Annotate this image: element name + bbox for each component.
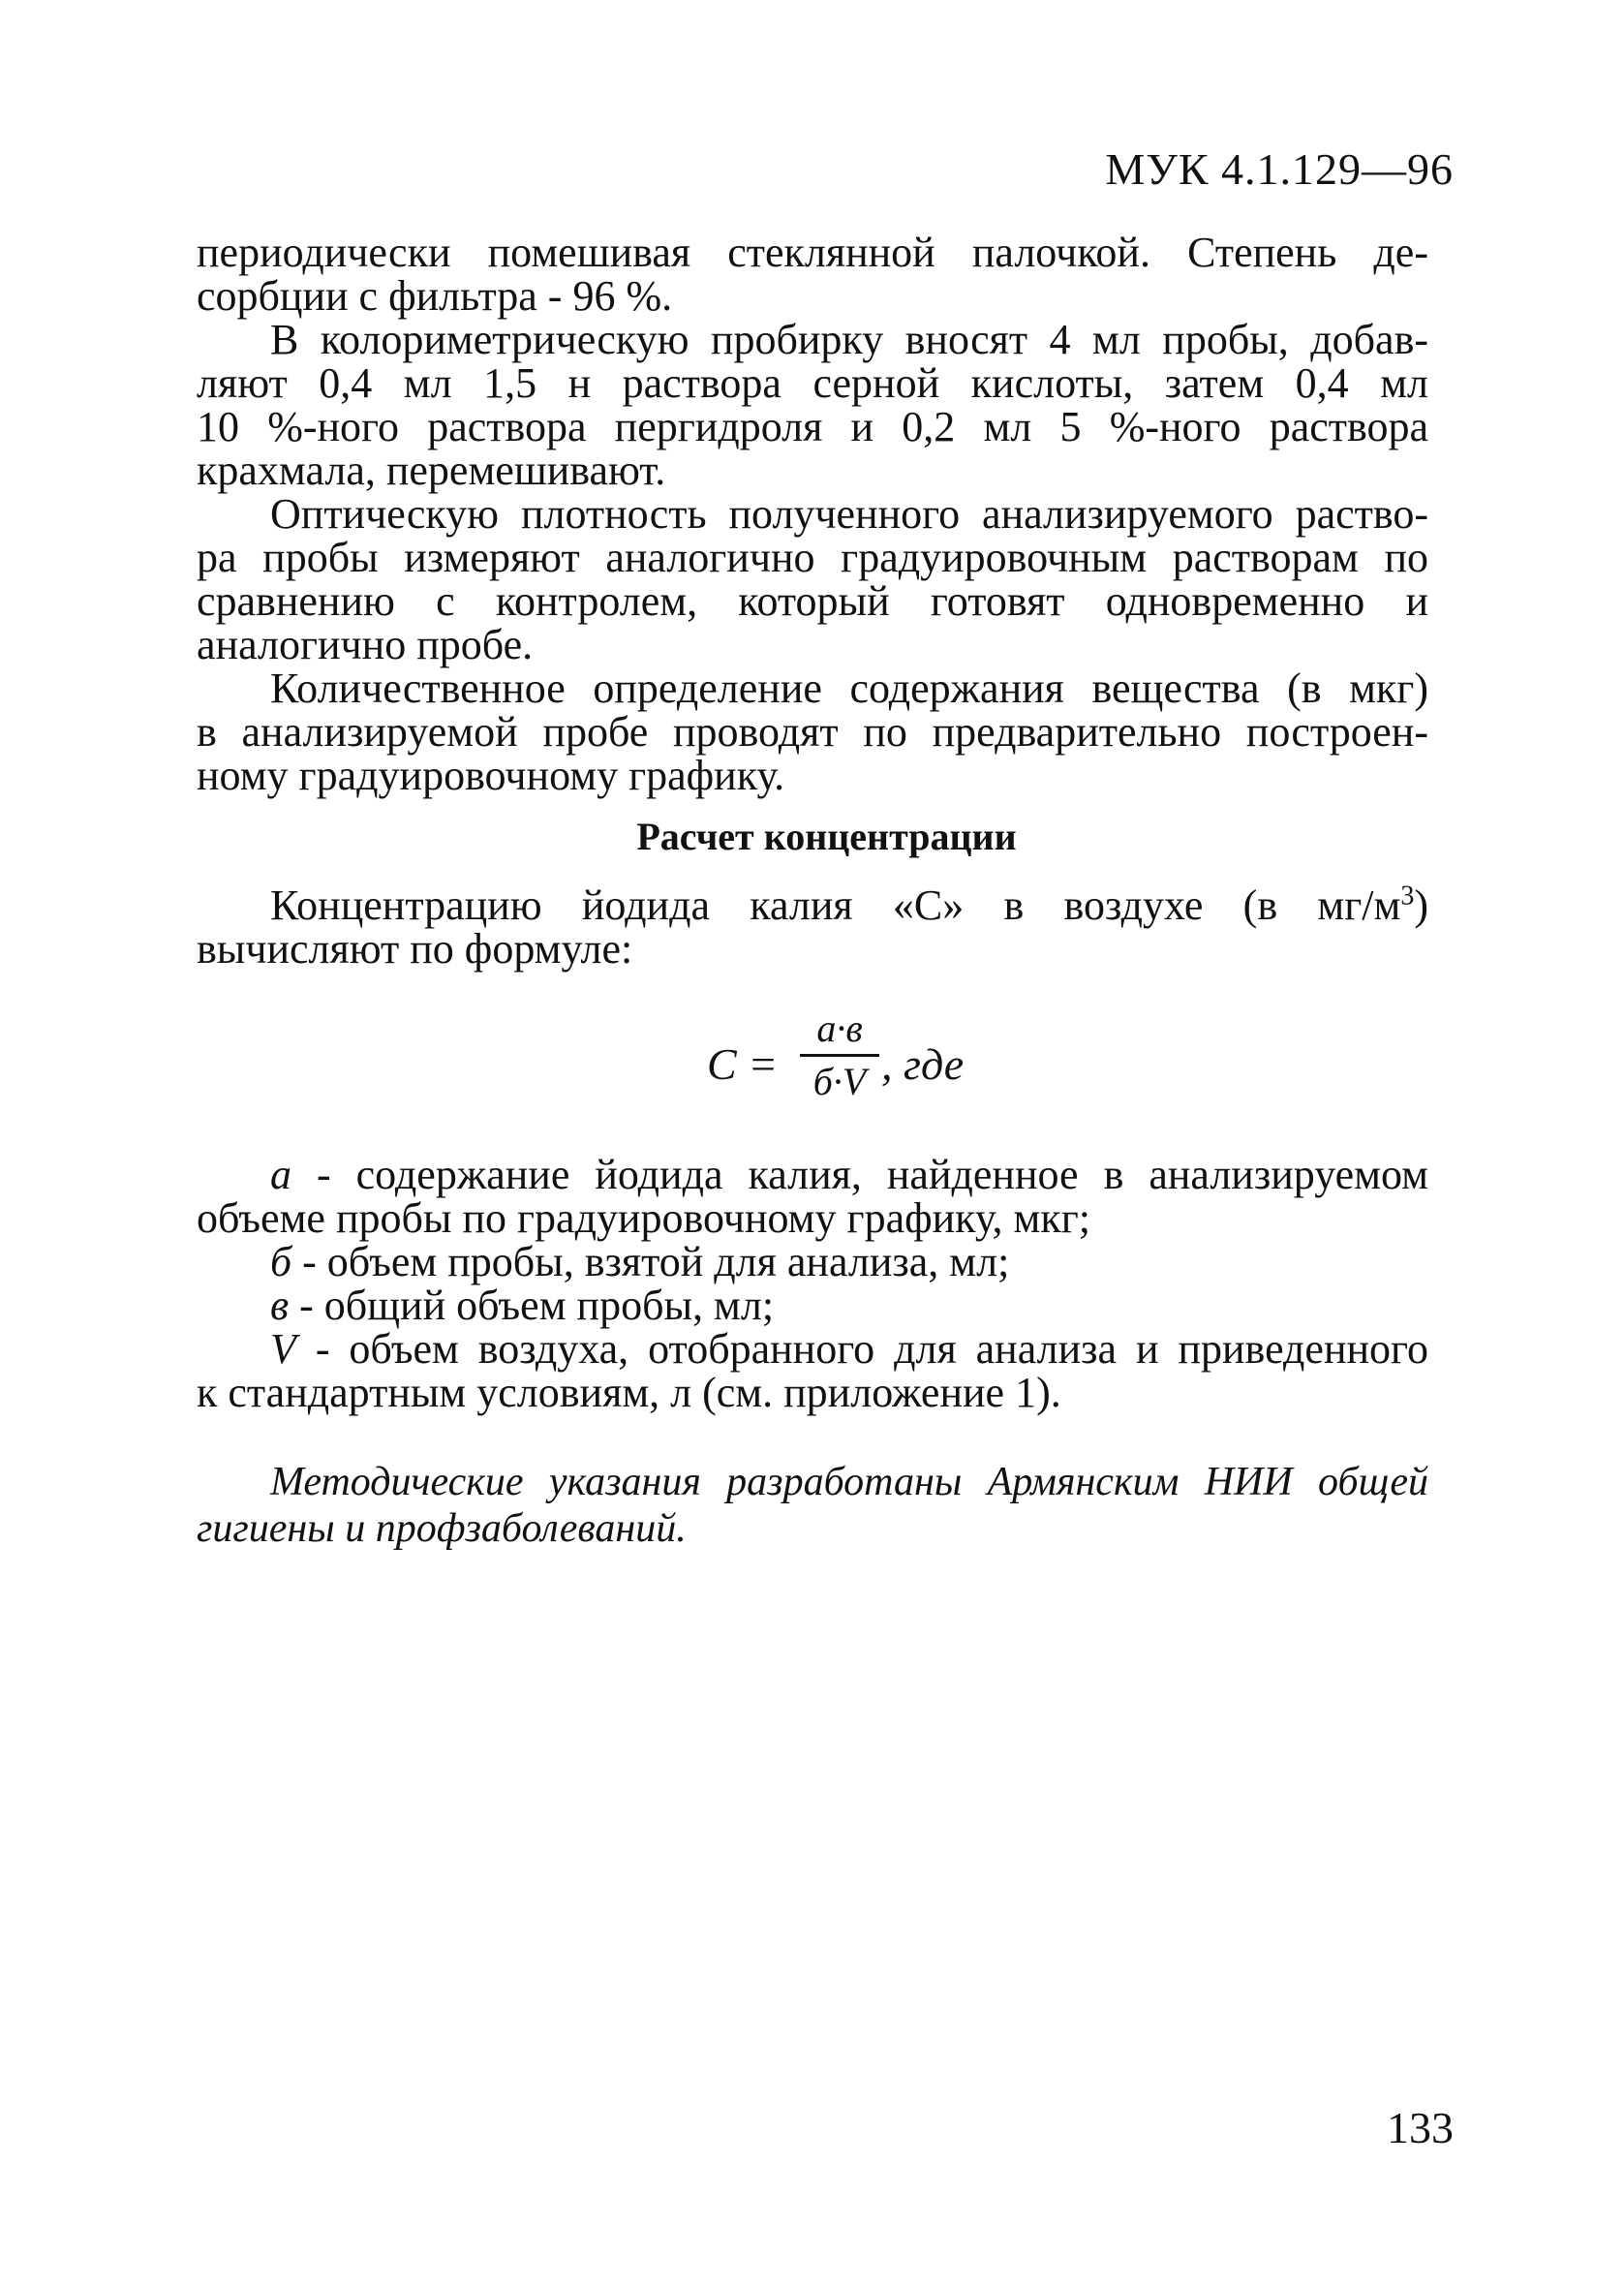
definition-symbol: в bbox=[270, 1282, 290, 1329]
paragraph-line: В колориметрическую пробирку вносят 4 мл пробы, добав- bbox=[270, 316, 1428, 363]
intro-text-end: ) bbox=[1414, 881, 1428, 929]
definition-text: - содержание йодида калия, найденное в анализируемом bbox=[291, 1151, 1428, 1198]
intro-text: Концентрацию йодида калия «С» в воздухе (в мг/м bbox=[270, 881, 1401, 929]
definition-volume-continuation: к стандартным условиям, л (см. приложение 1). bbox=[197, 1369, 1061, 1416]
definition-symbol: V bbox=[270, 1325, 296, 1373]
paragraph-line: Количественное определение содержания вещества (в мкг) bbox=[270, 665, 1428, 712]
definition-text: - общий объем пробы, мл; bbox=[289, 1282, 775, 1329]
formula-intro-line-2: вычисляют по формуле: bbox=[197, 925, 633, 973]
formula-numerator: а·в bbox=[816, 1006, 863, 1050]
definition-b bbox=[197, 1240, 1428, 1283]
formula-lhs: C = bbox=[707, 1039, 779, 1089]
variable-definitions bbox=[197, 1153, 1428, 1414]
document-code: МУК 4.1.129—96 bbox=[1105, 144, 1454, 194]
fraction-bar bbox=[800, 1054, 879, 1057]
definition-a bbox=[197, 1153, 1428, 1196]
formula-intro bbox=[197, 883, 1428, 971]
paragraph-line: в анализируемой пробе проводят по предварительно построен- bbox=[197, 708, 1428, 756]
paragraph-2 bbox=[197, 318, 1428, 492]
page-number: 133 bbox=[1387, 2103, 1454, 2152]
definition-symbol: а bbox=[270, 1151, 291, 1198]
definition-text: - объем воздуха, отобранного для анализа и приведенного bbox=[295, 1325, 1428, 1373]
paragraph-line: ляют 0,4 мл 1,5 н раствора серной кислоты, затем 0,4 мл bbox=[197, 359, 1428, 407]
paragraph-4 bbox=[197, 666, 1428, 797]
paragraph-line: ному градуировочному графику. bbox=[197, 752, 785, 799]
section-heading: Расчет концентрации bbox=[636, 815, 1017, 858]
paragraph-line: периодически помешивая стеклянной палочкой. Степень де- bbox=[197, 229, 1428, 276]
paragraph-line: сорбции с фильтра - 96 %. bbox=[197, 272, 673, 320]
authorship-line-1: Методические указания разработаны Армянским НИИ общей bbox=[270, 1460, 1428, 1504]
definition-symbol: б bbox=[270, 1238, 292, 1285]
paragraph-line: ра пробы измеряют аналогично градуировочным растворам по bbox=[197, 534, 1428, 581]
definition-volume bbox=[197, 1327, 1428, 1371]
definition-v bbox=[197, 1283, 1428, 1327]
superscript: 3 bbox=[1400, 881, 1415, 912]
formula-tail: , где bbox=[881, 1039, 965, 1089]
authorship-line-2: гигиены и профзаболеваний. bbox=[197, 1506, 687, 1551]
paragraph-line: аналогично пробе. bbox=[197, 621, 534, 668]
paragraph-line: 10 %-ного раствора пергидроля и 0,2 мл 5 %-ного раствора bbox=[197, 403, 1428, 450]
definition-text: - объем пробы, взятой для анализа, мл; bbox=[291, 1238, 1010, 1285]
paragraph-1 bbox=[197, 231, 1428, 318]
formula-fraction bbox=[800, 1005, 879, 1105]
paragraph-line: крахмала, перемешивают. bbox=[197, 447, 666, 494]
paragraph-3 bbox=[197, 492, 1428, 666]
paragraph-line: сравнению с контролем, который готовят одновременно и bbox=[197, 577, 1428, 625]
paragraph-line: Оптическую плотность полученного анализируемого раство- bbox=[270, 490, 1428, 538]
authorship-note bbox=[197, 1459, 1428, 1552]
formula-denominator: б·V bbox=[812, 1060, 867, 1103]
definition-a-continuation: объеме пробы по градуировочному графику, мкг; bbox=[197, 1194, 1090, 1242]
formula-intro-line-1 bbox=[197, 883, 1428, 927]
